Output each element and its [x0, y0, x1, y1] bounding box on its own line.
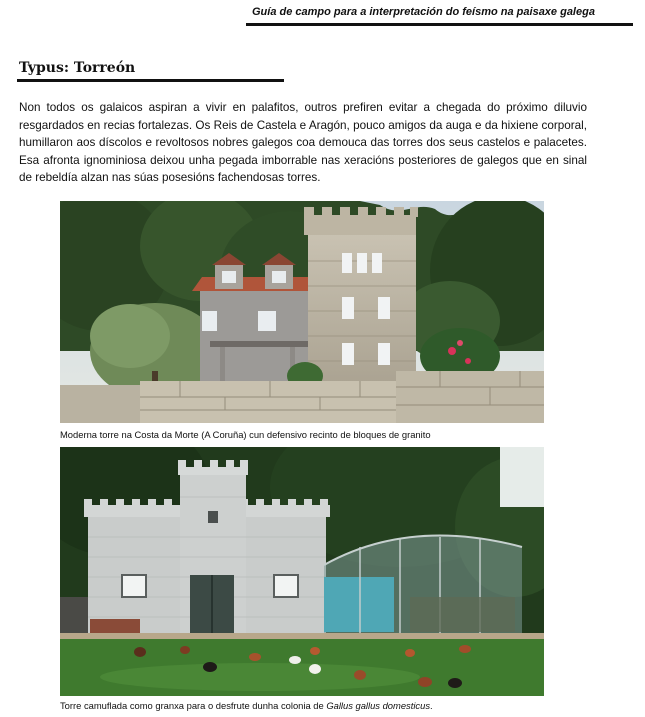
body-paragraph: Non todos os galaicos aspiran a vivir en palafitos, outros prefiren evitar a chegada do próximo diluvio resgardados en recias fortalezas. Os Reis de Castela e Aragón, pouco amigos da auga e da hixiene corporal, humillaron aos díscolos e revoltosos nobres galegos coa demouca das torres dos seus castelos e palacetes. Esa afronta ignominiosa deixou unha pegada imborrable nas xeracións posteriores de galegos que en sinal de rebeldía alzan nas súas posesións fachendosas torres. [19, 101, 587, 185]
caption-2-species: Gallus gallus domesticus [326, 700, 431, 711]
photo-caption-2 [60, 700, 433, 711]
photo-tower-farm [60, 447, 544, 696]
photo-granite-tower [60, 201, 544, 423]
running-header: Guía de campo para a interpretación do feísmo na paisaxe galega [252, 6, 595, 18]
section-title: Typus: Torreón [19, 60, 136, 76]
caption-2-text: Torre camuflada como granxa para o desfrute dunha colonia de [60, 700, 327, 711]
tower-farm-illustration [60, 447, 544, 696]
photo-caption-1: Moderna torre na Costa da Morte (A Coruña) cun defensivo recinto de bloques de granito [60, 429, 431, 440]
caption-2-end: . [430, 700, 433, 711]
header-rule [246, 23, 633, 26]
granite-tower-illustration [60, 201, 544, 423]
section-rule [17, 79, 284, 82]
